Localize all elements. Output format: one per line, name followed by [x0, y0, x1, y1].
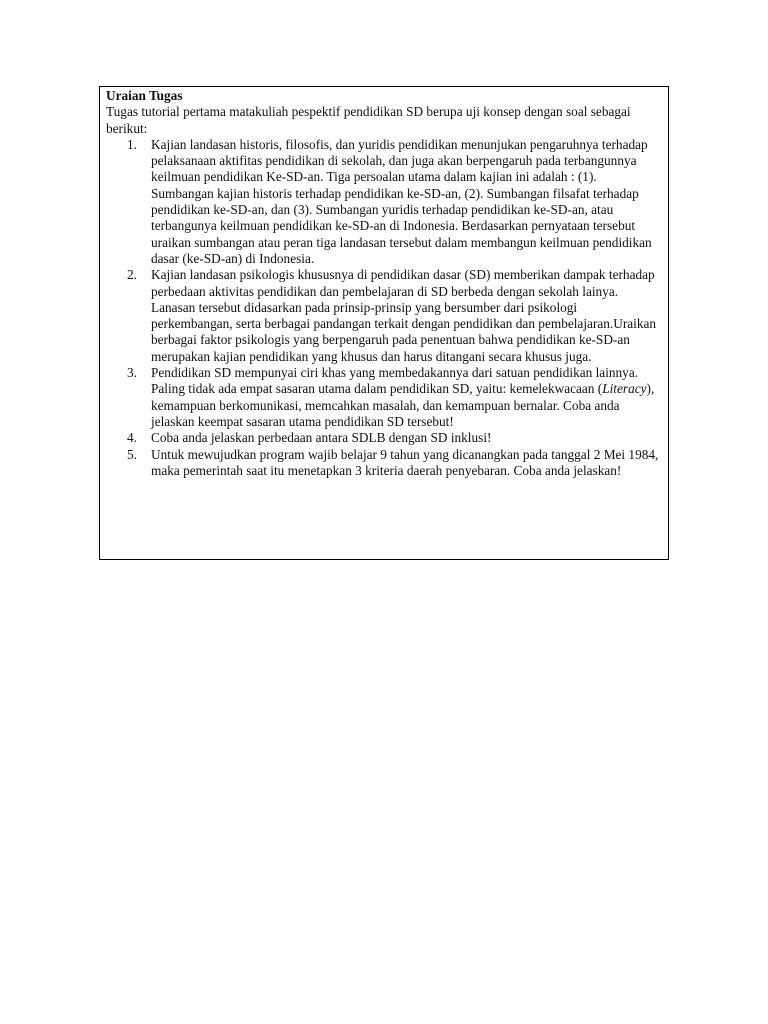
item-text-italic: Literacy — [602, 381, 647, 397]
item-text-part: Pendidikan SD mempunyai ciri khas yang membedakannya dari satuan pendidikan lainnya. Paling tidak ada empat sasaran utama dalam pendidikan SD, yaitu: kemelekwacaan ( — [151, 365, 639, 397]
item-text — [151, 365, 654, 429]
intro-text: Tugas tutorial pertama matakuliah pespektif pendidikan SD berupa uji konsep dengan soal sebagai berikut: — [106, 104, 631, 136]
list-item — [106, 267, 662, 365]
list-item — [106, 365, 662, 430]
item-number: 4. — [127, 430, 137, 446]
item-text: Coba anda jelaskan perbedaan antara SDLB dengan SD inklusi! — [151, 430, 492, 446]
task-description-box — [99, 86, 669, 560]
document-title: Uraian Tugas — [106, 88, 183, 103]
task-list — [106, 137, 662, 479]
item-number: 2. — [127, 267, 137, 283]
item-text: Untuk mewujudkan program wajib belajar 9 tahun yang dicanangkan pada tanggal 2 Mei 1984, maka pemerintah saat itu menetapkan 3 kriteria daerah penyebaran. Coba anda jelaskan! — [151, 446, 659, 478]
item-text: Kajian landasan psikologis khususnya di pendidikan dasar (SD) memberikan dampak terhadap perbedaan aktivitas pendidikan dan pembelajaran di SD berbeda dengan sekolah lainya. Lanasan tersebut didasarkan pada prinsip-prinsip yang bersumber dari psikologi perkembangan, serta berbagai pandangan terkait dengan pendidikan dan pembelajaran.Uraikan berbagai faktor psikologis yang berpengaruh pada penentuan bahwa pendidikan ke-SD-an merupakan kajian pendidikan yang khusus dan harus ditangani secara khusus juga. — [151, 267, 657, 364]
list-item — [106, 447, 662, 480]
item-number: 1. — [127, 136, 137, 152]
list-item — [106, 430, 662, 446]
item-text-part: ), kemampuan berkomunikasi, memcahkan masalah, dan kemampuan bernalar. Coba anda jelaskan keempat sasaran utama pendidikan SD tersebut! — [151, 381, 655, 429]
list-item — [106, 137, 662, 267]
item-number: 3. — [127, 365, 137, 381]
item-number: 5. — [127, 446, 137, 462]
item-text: Kajian landasan historis, filosofis, dan yuridis pendidikan menunjukan pengaruhnya terhadap pelaksanaan aktifitas pendidikan di sekolah, dan juga akan berpengaruh pada terbangunnya keilmuan pendidikan Ke-SD-an. Tiga persoalan utama dalam kajian ini adalah : (1). Sumbangan kajian historis terhadap pendidikan ke-SD-an, (2). Sumbangan filsafat terhadap pendidikan ke-SD-an, dan (3). Sumbangan yuridis terhadap pendidikan ke-SD-an, atau terbangunya keilmuan pendidikan ke-SD-an di Indonesia. Berdasarkan pernyataan tersebut uraikan sumbangan atau peran tiga landasan tersebut dalam membangun keilmuan pendidikan dasar (ke-SD-an) di Indonesia. — [151, 136, 652, 266]
